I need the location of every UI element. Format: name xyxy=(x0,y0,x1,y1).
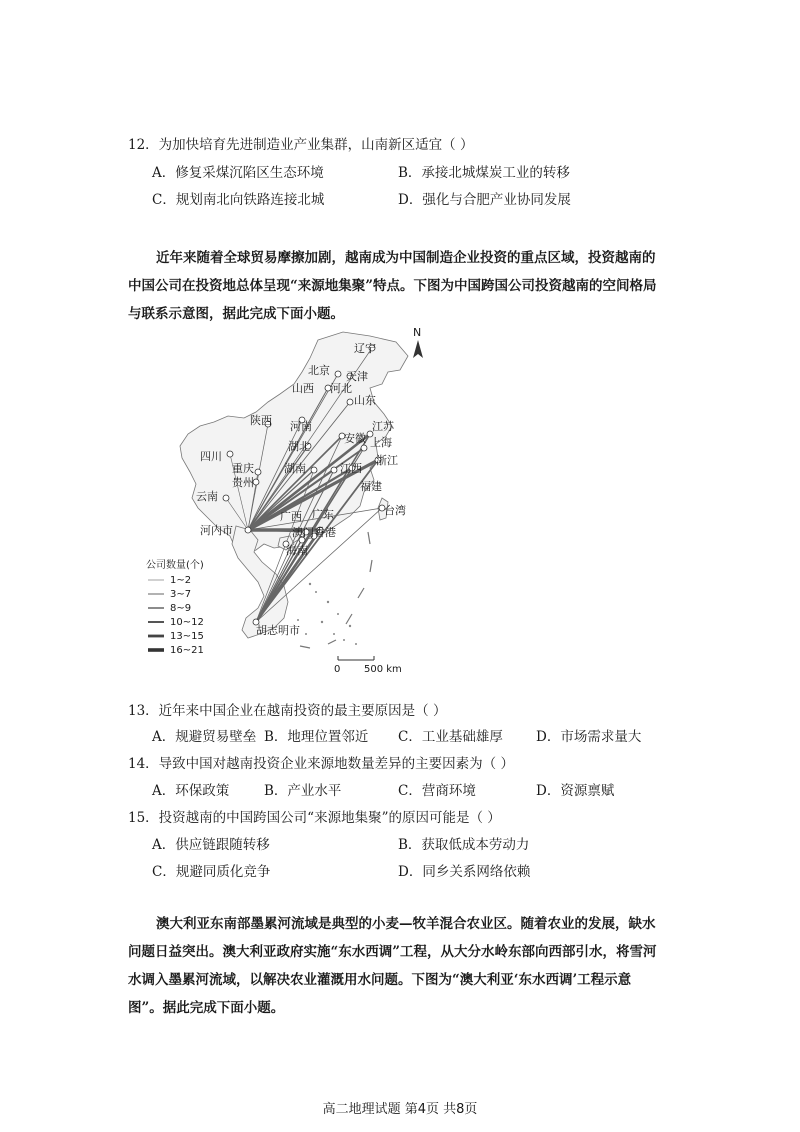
svg-text:500 km: 500 km xyxy=(364,664,402,675)
svg-text:台湾: 台湾 xyxy=(384,504,406,517)
passage-line: 近年来随着全球贸易摩擦加剧，越南成为中国制造企业投资的重点区域，投资越南的 xyxy=(156,250,656,266)
q13-stem: 13．近年来中国企业在越南投资的最主要原因是（ ） xyxy=(128,703,447,719)
q14-option-b: B．产业水平 xyxy=(264,783,342,799)
passage-australia xyxy=(128,910,680,1022)
svg-text:河北: 河北 xyxy=(330,382,352,395)
q14-option-c: C．营商环境 xyxy=(398,783,476,799)
svg-text:上海: 上海 xyxy=(370,436,392,449)
legend-label-5: 13~15 xyxy=(170,631,204,642)
legend-label-3: 8~9 xyxy=(170,603,192,614)
passage-vietnam xyxy=(128,244,680,328)
svg-text:北京: 北京 xyxy=(308,364,330,377)
q12-option-b: B．承接北城煤炭工业的转移 xyxy=(398,165,570,181)
q14-option-d: D．资源禀赋 xyxy=(536,783,615,799)
svg-text:湖南: 湖南 xyxy=(284,462,306,475)
svg-text:香港: 香港 xyxy=(314,526,336,539)
legend-label-1: 1~2 xyxy=(170,575,192,586)
svg-text:重庆: 重庆 xyxy=(232,462,254,475)
svg-text:河南: 河南 xyxy=(290,420,312,433)
legend-label-2: 3~7 xyxy=(170,589,192,600)
svg-text:陕西: 陕西 xyxy=(250,414,272,427)
svg-text:山西: 山西 xyxy=(292,382,314,395)
scale-bar xyxy=(334,656,402,675)
north-arrow xyxy=(413,326,423,358)
passage-line: 水调入墨累河流域，以解决农业灌溉用水问题。下图为“澳大利亚‘东水西调’工程示意 xyxy=(128,972,632,988)
svg-text:湖北: 湖北 xyxy=(288,440,310,453)
svg-text:贵州: 贵州 xyxy=(232,476,254,489)
q14-option-a: A．环保政策 xyxy=(152,783,230,799)
q13-option-a: A．规避贸易壁垒 xyxy=(152,729,257,745)
svg-text:广西: 广西 xyxy=(280,510,302,523)
svg-text:安徽: 安徽 xyxy=(344,432,366,445)
svg-text:澳门: 澳门 xyxy=(292,526,314,539)
q14-stem: 14．导致中国对越南投资企业来源地数量差异的主要因素为（ ） xyxy=(128,756,514,772)
svg-text:N: N xyxy=(413,326,422,339)
passage-line: 图”。据此完成下面小题。 xyxy=(128,1000,285,1016)
svg-text:四川: 四川 xyxy=(200,450,222,463)
passage-line: 与联系示意图，据此完成下面小题。 xyxy=(128,306,344,322)
q13-option-d: D．市场需求量大 xyxy=(536,729,642,745)
legend-label-4: 10~12 xyxy=(170,617,204,628)
svg-text:山东: 山东 xyxy=(354,394,376,407)
svg-text:江西: 江西 xyxy=(340,462,362,475)
svg-text:辽宁: 辽宁 xyxy=(354,342,376,355)
q15-option-c: C．规避同质化竞争 xyxy=(152,864,271,880)
q12-option-d: D．强化与合肥产业协同发展 xyxy=(398,192,571,208)
page-footer: 高二地理试题 第4页 共8页 xyxy=(322,1102,478,1117)
svg-text:海南: 海南 xyxy=(286,544,308,557)
svg-text:胡志明市: 胡志明市 xyxy=(256,624,300,637)
q12-stem: 12．为加快培育先进制造业产业集群，山南新区适宜（ ） xyxy=(128,137,474,153)
q13-option-c: C．工业基础雄厚 xyxy=(398,729,503,745)
svg-text:河内市: 河内市 xyxy=(200,524,233,537)
passage-line: 问题日益突出。澳大利亚政府实施“东水西调”工程，从大分水岭东部向西部引水，将雪河 xyxy=(128,944,657,960)
legend-title: 公司数量(个) xyxy=(146,560,204,571)
q15-option-a: A．供应链跟随转移 xyxy=(152,837,270,853)
q13-option-b: B．地理位置邻近 xyxy=(264,729,369,745)
svg-text:福建: 福建 xyxy=(360,480,382,493)
svg-text:浙江: 浙江 xyxy=(376,454,398,467)
south-sea-islands xyxy=(297,583,357,645)
q15-stem: 15．投资越南的中国跨国公司“来源地集聚”的原因可能是（ ） xyxy=(128,810,501,826)
passage-line: 澳大利亚东南部墨累河流域是典型的小麦—牧羊混合农业区。随着农业的发展，缺水 xyxy=(156,916,656,932)
legend-label-6: 16~21 xyxy=(170,645,204,656)
svg-text:广东: 广东 xyxy=(312,508,334,521)
q12-option-a: A．修复采煤沉陷区生态环境 xyxy=(152,165,324,181)
svg-text:天津: 天津 xyxy=(346,370,368,383)
svg-text:0: 0 xyxy=(334,664,341,675)
q15-option-b: B．获取低成本劳动力 xyxy=(398,837,530,853)
svg-text:云南: 云南 xyxy=(196,490,218,503)
map-legend xyxy=(146,558,204,656)
q12-option-c: C．规划南北向铁路连接北城 xyxy=(152,192,325,208)
investment-map xyxy=(138,322,438,682)
svg-text:江苏: 江苏 xyxy=(372,420,394,433)
passage-line: 中国公司在投资地总体呈现“来源地集聚”特点。下图为中国跨国公司投资越南的空间格局 xyxy=(128,278,657,294)
q15-option-d: D．同乡关系网络依赖 xyxy=(398,864,531,880)
